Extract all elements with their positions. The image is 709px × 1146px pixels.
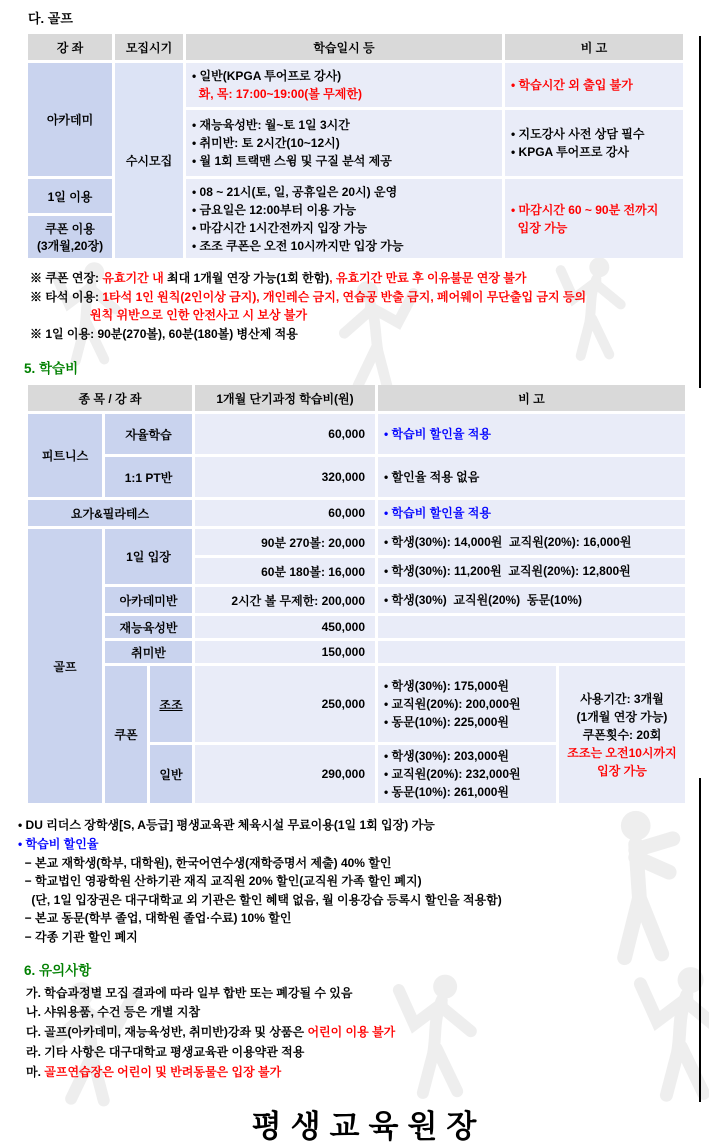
t2-golf-day-label: 1일 입장 bbox=[105, 529, 192, 584]
t2-golf-day90-fee: 90분 270볼: 20,000 bbox=[195, 529, 375, 555]
signature-title: 평생교육원장 bbox=[251, 1108, 486, 1144]
t2-header-remark: 비 고 bbox=[378, 385, 685, 411]
t2-golf-label: 골프 bbox=[28, 529, 102, 803]
t1-course-coupon bbox=[28, 216, 112, 258]
section6-items: 가. 학습과정별 모집 결과에 따라 일부 합반 또는 폐강될 수 있음 나. 샤워용품, 수건 등은 개별 지참 다. 골프(아카데미, 재능육성반, 취미반)강좌 및 상품은 어린이 이용 불가 라. 기타 사항은 대구대학교 평생교육관 이용약관 적용 마. 골프연습장은 어린이 및 반려동물은 입장 불가 bbox=[26, 985, 396, 1079]
section5-title: 5. 학습비 bbox=[24, 361, 79, 377]
t1-academy-class-schedule: • 재능육성반: 월~토 1일 3시간 • 취미반: 토 2시간(10~12시) • 월 1회 트랙맨 스윙 및 구질 분석 제공 bbox=[186, 110, 502, 176]
t2-header-fee: 1개월 단기과정 학습비(원) bbox=[195, 385, 375, 411]
t2-fitness-self-label: 자율학습 bbox=[105, 414, 192, 454]
t2-fitness-self-fee: 60,000 bbox=[195, 414, 375, 454]
t2-golf-ilban-fee: 290,000 bbox=[195, 745, 375, 803]
t2-golf-coupon-usage: 사용기간: 3개월 (1개월 연장 가능) 쿠폰횟수: 20회 조조는 오전10시까지 입장 가능 bbox=[559, 666, 685, 803]
t2-golf-talent-fee: 450,000 bbox=[195, 616, 375, 638]
t1-academy-general-remark: • 학습시간 외 출입 불가 bbox=[505, 63, 683, 107]
t2-golf-talent-remark-empty bbox=[378, 616, 685, 638]
t1-header-schedule: 학습일시 등 bbox=[186, 34, 502, 60]
section6-title: 6. 유의사항 bbox=[24, 962, 92, 978]
t2-golf-jojo-fee: 250,000 bbox=[195, 666, 375, 742]
t2-golf-day60-remark: • 학생(30%): 11,200원 교직원(20%): 12,800원 bbox=[378, 558, 685, 584]
section-c-label: 다. 골프 bbox=[28, 11, 73, 26]
t1-use-remark: • 마감시간 60 ~ 90분 전까지 입장 가능 bbox=[505, 179, 683, 258]
t1-academy-class-remark: • 지도강사 사전 상담 필수 • KPGA 투어프로 강사 bbox=[505, 110, 683, 176]
t1-header-course: 강 좌 bbox=[28, 34, 112, 60]
t2-yoga-fee: 60,000 bbox=[195, 500, 375, 526]
t2-yoga-remark: • 학습비 할인율 적용 bbox=[378, 500, 685, 526]
table1-footnotes: ※ 쿠폰 연장: 유효기간 내 최대 1개월 연장 가능(1회 한함), 유효기간 만료 후 이유불문 연장 불가 ※ 타석 이용: 1타석 1인 원칙(2인이상 금지), 개인레슨 금지, 연습공 반출 금지, 페어웨이 무단출입 금지 등의 원칙 위반으로 인한 안전사고 시 보상 불가 ※ 1일 이용: 90분(270볼), 60분(180볼) 병산제 적용 bbox=[30, 271, 587, 341]
t2-golf-ilban-remark: • 학생(30%): 203,000원 • 교직원(20%): 232,000원 • 동문(10%): 261,000원 bbox=[378, 745, 556, 803]
t2-golf-academy-fee: 2시간 볼 무제한: 200,000 bbox=[195, 587, 375, 613]
t2-golf-ilban-label: 일반 bbox=[150, 745, 192, 803]
t2-golf-hobby-remark-empty bbox=[378, 641, 685, 663]
t2-header-course: 종 목 / 강 좌 bbox=[28, 385, 192, 411]
t2-fitness-pt-label: 1:1 PT반 bbox=[105, 457, 192, 497]
t2-golf-talent-label: 재능육성반 bbox=[105, 616, 192, 638]
t1-course-coupon-line2: (3개월,20장) bbox=[36, 239, 104, 253]
t2-fitness-pt-remark: • 할인율 적용 없음 bbox=[378, 457, 685, 497]
t1-header-remark: 비 고 bbox=[505, 34, 683, 60]
t1-course-coupon-line1: 쿠폰 이용 bbox=[45, 222, 95, 236]
t2-golf-hobby-fee: 150,000 bbox=[195, 641, 375, 663]
t1-use-schedule: • 08 ~ 21시(토, 일, 공휴일은 20시) 운영 • 금요일은 12:00부터 이용 가능 • 마감시간 1시간전까지 입장 가능 • 조조 쿠폰은 오전 10시까지만 입장 가능 bbox=[186, 179, 502, 258]
t2-golf-jojo-remark: • 학생(30%): 175,000원 • 교직원(20%): 200,000원 • 동문(10%): 225,000원 bbox=[378, 666, 556, 742]
fee-table bbox=[25, 382, 688, 806]
t2-golf-day60-fee: 60분 180볼: 16,000 bbox=[195, 558, 375, 584]
t2-golf-day90-remark: • 학생(30%): 14,000원 교직원(20%): 16,000원 bbox=[378, 529, 685, 555]
t1-academy-general-schedule: • 일반(KPGA 투어프로 강사) 화, 목: 17:00~19:00(볼 무제한) bbox=[186, 63, 502, 107]
t2-golf-academy-remark: • 학생(30%) 교직원(20%) 동문(10%) bbox=[378, 587, 685, 613]
t2-golf-hobby-label: 취미반 bbox=[105, 641, 192, 663]
t1-course-academy: 아카데미 bbox=[28, 63, 112, 176]
t2-golf-jojo-label: 조조 bbox=[150, 666, 192, 742]
t2-yoga-label: 요가&필라테스 bbox=[28, 500, 192, 526]
golf-schedule-table bbox=[25, 31, 686, 261]
fee-footnotes: • DU 리더스 장학생[S, A등급] 평생교육관 체육시설 무료이용(1일 1회 입장) 가능 • 학습비 할인율 − 본교 재학생(학부, 대학원), 한국어연수생(재학증명서 제출) 40% 할인 − 학교법인 영광학원 산하기관 재직 교직원 20% 할인(교직원 가족 할인 폐지) (단, 1일 입장권은 대구대학교 외 기관은 할인 혜택 없음, 월 이용강습 등록시 할인을 적용함) − 본교 동문(학부 졸업, 대학원 졸업·수료) 10% 할인 − 각종 기관 할인 폐지 bbox=[18, 818, 502, 944]
t1-header-recruit: 모집시기 bbox=[115, 34, 183, 60]
t2-fitness-self-remark: • 학습비 할인율 적용 bbox=[378, 414, 685, 454]
t2-golf-academy-label: 아카데미반 bbox=[105, 587, 192, 613]
t1-recruit-period: 수시모집 bbox=[115, 63, 183, 258]
t2-fitness-label: 피트니스 bbox=[28, 414, 102, 497]
t2-golf-coupon-label: 쿠폰 bbox=[105, 666, 147, 803]
t1-course-one-day: 1일 이용 bbox=[28, 179, 112, 213]
t2-fitness-pt-fee: 320,000 bbox=[195, 457, 375, 497]
